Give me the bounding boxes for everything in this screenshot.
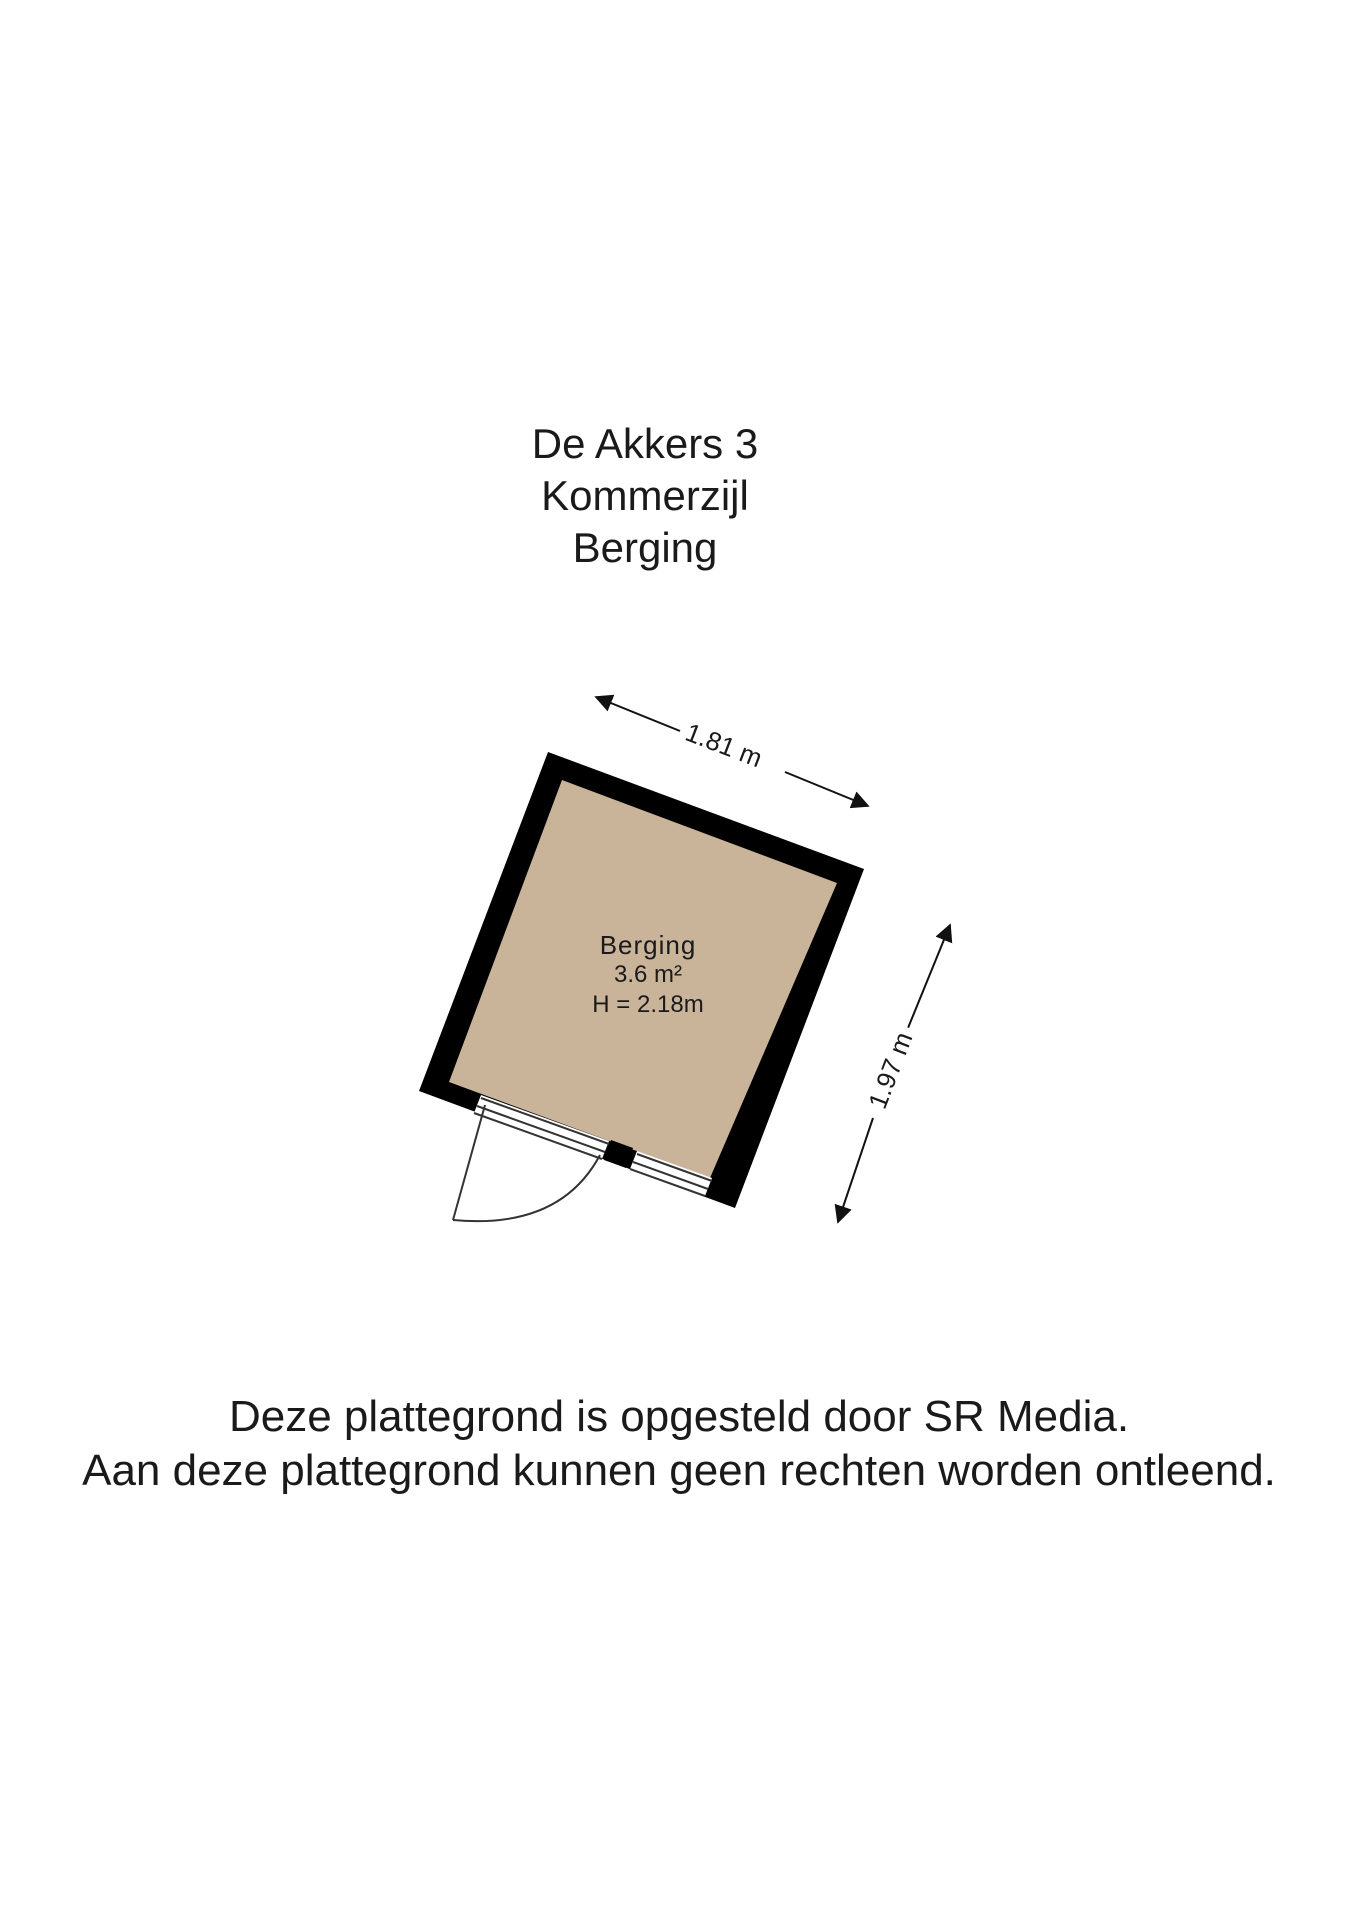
width-dimension-line-right — [785, 772, 868, 806]
room-name: Berging — [599, 930, 697, 960]
disclaimer — [0, 1390, 1358, 1498]
disclaimer-line-2: Aan deze plattegrond kunnen geen rechten worden ontleend. — [82, 1446, 1276, 1495]
floor-title: Berging — [572, 524, 718, 571]
door-swing — [453, 1155, 600, 1221]
room-height: H = 2.18m — [592, 991, 704, 1018]
room-label — [548, 930, 748, 1020]
depth-dimension-line-bottom — [838, 1118, 873, 1222]
city-title: Kommerzijl — [541, 472, 749, 519]
depth-dimension-label: 1.97 m — [860, 1022, 922, 1119]
door-leaf — [453, 1105, 485, 1220]
depth-dimension-line-top — [908, 925, 950, 1028]
room-area: 3.6 m² — [613, 961, 682, 988]
disclaimer-line-1: Deze plattegrond is opgesteld door SR Media. — [228, 1392, 1130, 1441]
width-dimension-label: 1.81 m — [675, 715, 772, 777]
width-dimension-line-left — [596, 697, 680, 731]
address-title: De Akkers 3 — [531, 420, 759, 467]
